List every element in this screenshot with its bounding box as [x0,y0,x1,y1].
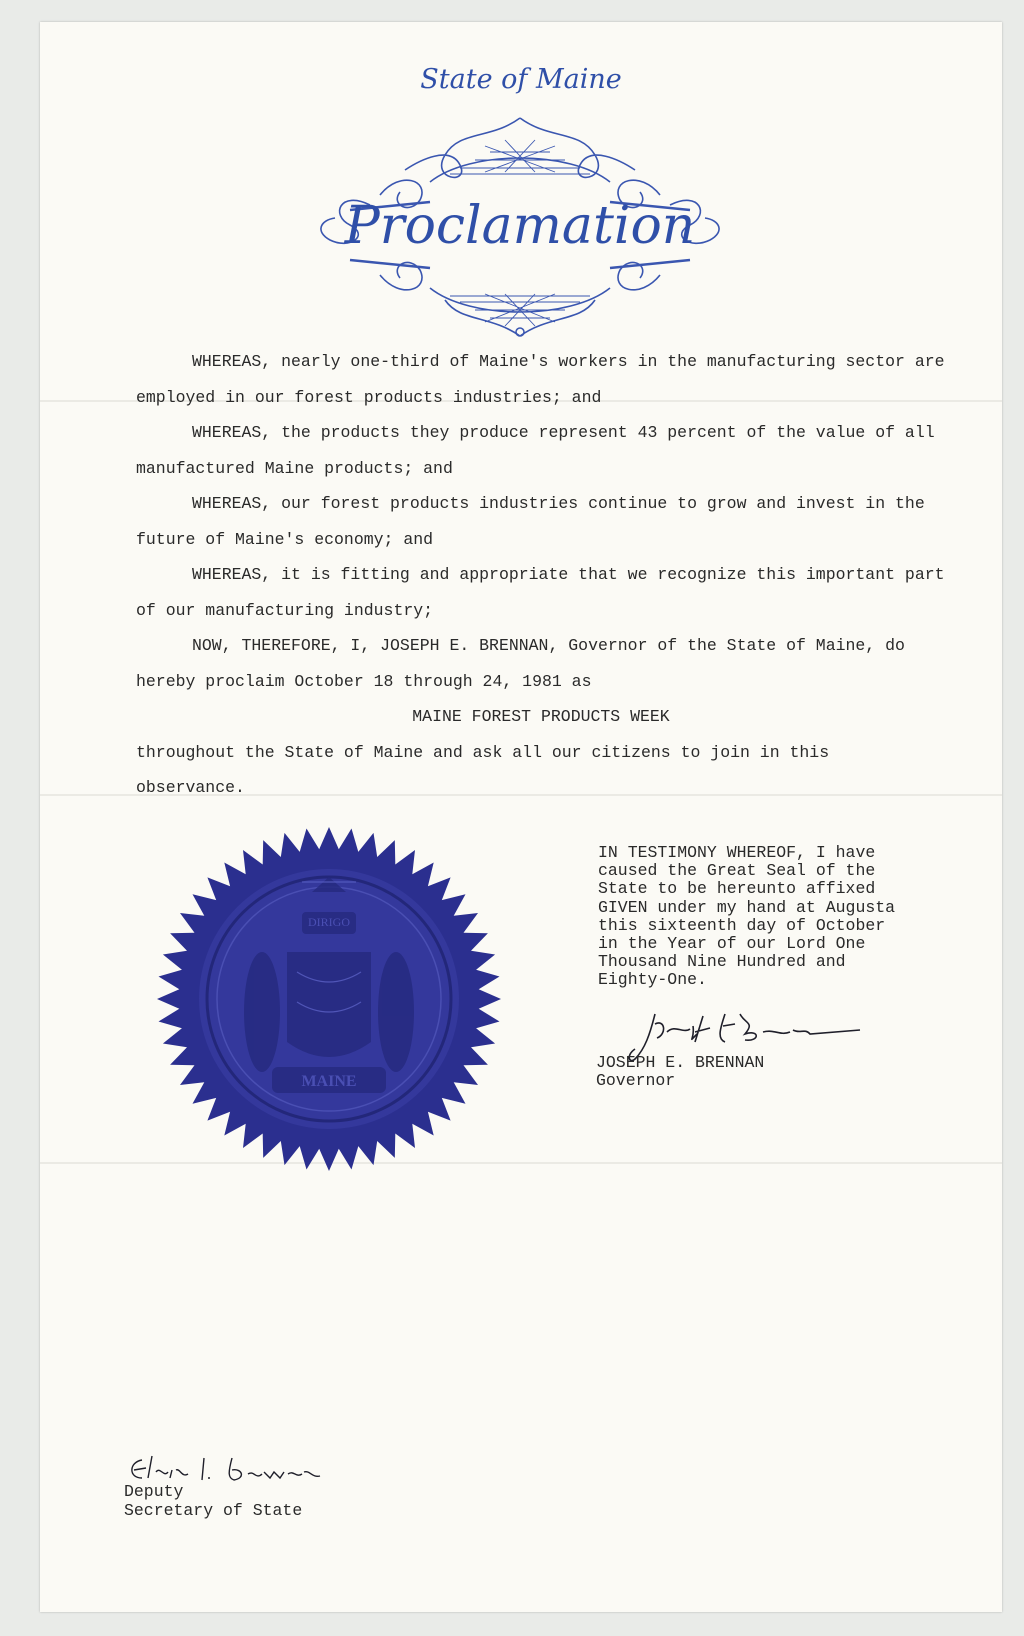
seal-motto: DIRIGO [308,915,350,929]
whereas-paragraph-4: WHEREAS, it is fitting and appropriate that we recognize this important part of our manufacturing industry; [136,565,945,620]
whereas-paragraph-1: WHEREAS, nearly one-third of Maine's workers in the manufacturing sector are employed in our forest products industries; and [136,352,945,407]
governor-signature-text: Joseph E. Brennan [595,1004,606,1005]
seal-state-name: MAINE [301,1073,357,1090]
whereas-paragraph-3: WHEREAS, our forest products industries continue to grow and invest in the future of Maine's economy; and [136,494,925,549]
week-name: MAINE FOREST PRODUCTS WEEK [412,707,670,726]
proclamation-body [136,344,946,806]
deputy-title-line2: Secretary of State [124,1501,303,1520]
proclamation-document [40,22,1002,1612]
governor-name-block [596,1054,764,1090]
deputy-block [124,1482,302,1520]
testimony-clause: IN TESTIMONY WHEREOF, I have caused the Great Seal of the State to be hereunto affixed GIVEN under my hand at Augusta this sixteenth day of October in the Year of our Lord One Thousand Nine Hundred and Eighty-One. [598,843,896,990]
governor-name: JOSEPH E. BRENNAN [596,1053,765,1072]
whereas-paragraph-2: WHEREAS, the products they produce represent 43 percent of the value of all manufactured Maine products; and [136,423,935,478]
therefore-paragraph: NOW, THEREFORE, I, JOSEPH E. BRENNAN, Governor of the State of Maine, do hereby proclaim October 18 through 24, 1981 as [136,636,905,691]
deputy-title-line1: Deputy [124,1482,184,1501]
closing-paragraph: throughout the State of Maine and ask all our citizens to join in this observance. [136,742,830,797]
great-seal-of-maine [152,822,506,1176]
state-heading: State of Maine [420,64,622,95]
proclamation-title: Proclamation [344,196,696,256]
deputy-signature-text: Elaine I. Bowen [124,1448,134,1449]
governor-title: Governor [596,1071,676,1090]
